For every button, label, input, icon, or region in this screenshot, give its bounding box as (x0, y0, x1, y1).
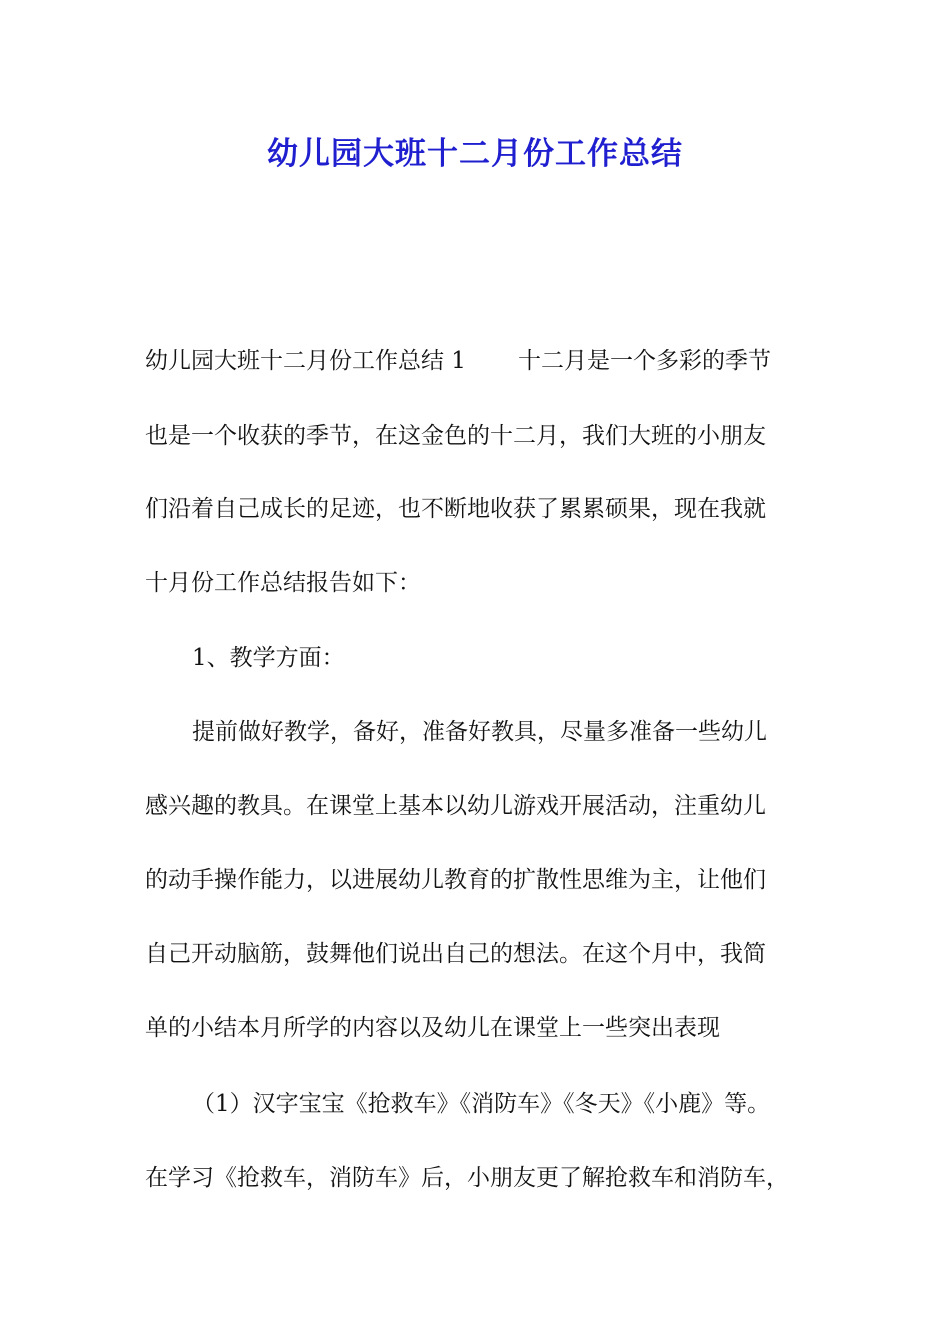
paragraph-line-1 (145, 346, 815, 376)
paragraph-text: 十二月是一个多彩的季节 (517, 348, 771, 374)
paragraph-line-3: 们沿着自己成长的足迹，也不断地收获了累累硕果，现在我就 (145, 496, 766, 522)
paragraph-line-8: 的动手操作能力，以进展幼儿教育的扩散性思维为主，让他们 (145, 867, 766, 893)
list-item-1: （1）汉字宝宝《抢救车》《消防车》《冬天》《小鹿》等。 (192, 1091, 771, 1117)
paragraph-line-10: 单的小结本月所学的内容以及幼儿在课堂上一些突出表现 (145, 1015, 720, 1041)
section-heading-label: 幼儿园大班十二月份工作总结 1 (145, 348, 466, 374)
paragraph-line-6: 提前做好教学，备好，准备好教具，尽量多准备一些幼儿 (192, 719, 767, 745)
section-heading-teaching: 1、教学方面： (192, 645, 345, 671)
paragraph-line-7: 感兴趣的教具。在课堂上基本以幼儿游戏开展活动，注重幼儿 (145, 793, 766, 819)
paragraph-line-12: 在学习《抢救车，消防车》后，小朋友更了解抢救车和消防车， (145, 1165, 789, 1191)
document-title: 幼儿园大班十二月份工作总结 (267, 136, 683, 172)
paragraph-line-4: 十月份工作总结报告如下： (145, 570, 421, 596)
paragraph-line-9: 自己开动脑筋，鼓舞他们说出自己的想法。在这个月中，我简 (145, 941, 766, 967)
paragraph-line-2: 也是一个收获的季节，在这金色的十二月，我们大班的小朋友 (145, 423, 766, 449)
